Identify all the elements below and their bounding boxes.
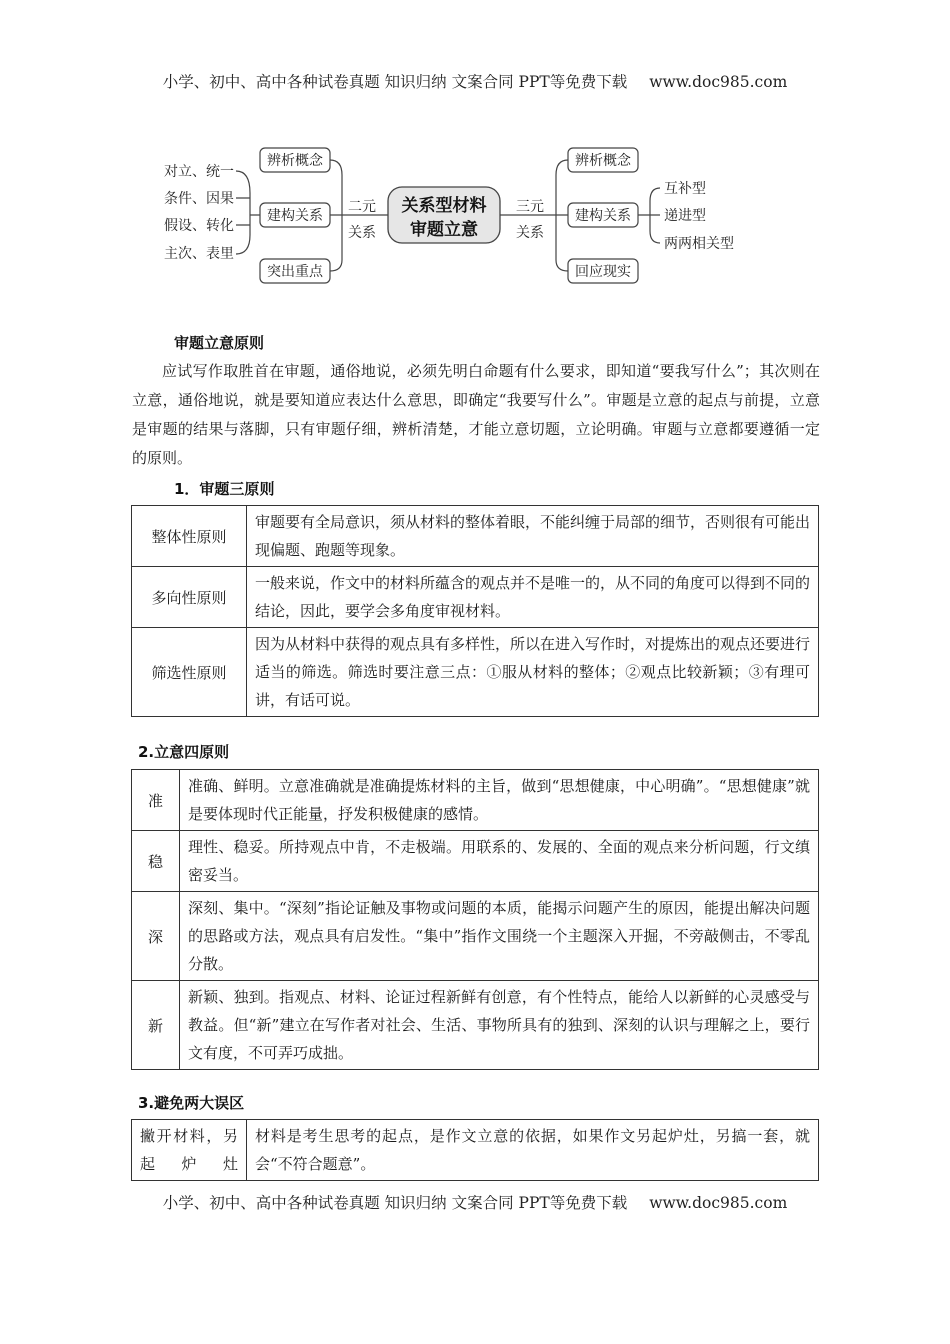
row-text: 深刻、集中。“深刻”指论证触及事物或问题的本质，能揭示问题产生的原因，能提出解决问题的思路或方法，观点具有启发性。“集中”指作文围绕一个主题深入开掘，不旁敲侧击，不零乱分散。 <box>180 892 819 981</box>
mm-center-subtitle: 审题立意 <box>410 220 478 240</box>
mm-left-node: 突出重点 <box>267 264 323 280</box>
intro-title: 审题立意原则 <box>174 334 265 352</box>
page-header <box>0 70 950 92</box>
footer-text: 小学、初中、高中各种试卷真题 知识归纳 文案合同 PPT等免费下载 <box>162 1194 628 1212</box>
mm-right-node: 辨析概念 <box>575 153 631 169</box>
row-text: 一般来说，作文中的材料所蕴含的观点并不是唯一的，从不同的角度可以得到不同的结论，因此，要学会多角度审视材料。 <box>247 567 819 628</box>
mm-left-leaf: 对立、统一 <box>164 164 234 180</box>
mm-left-leaf-brace <box>236 171 250 254</box>
row-text: 准确、鲜明。立意准确就是准确提炼材料的主旨，做到“思想健康，中心明确”。“思想健康”就是要体现时代正能量，抒发积极健康的感情。 <box>180 770 819 831</box>
row-text: 审题要有全局意识，须从材料的整体着眼，不能纠缠于局部的细节，否则很有可能出现偏题、跑题等现象。 <box>247 506 819 567</box>
section2-table <box>131 769 819 1070</box>
row-label: 新 <box>132 981 180 1070</box>
footer-site: www.doc985.com <box>649 1194 788 1212</box>
table-row <box>132 567 819 628</box>
mm-left-branch-label: 关系 <box>348 225 376 241</box>
mm-right-brace <box>550 160 568 271</box>
mm-left-node: 辨析概念 <box>267 153 323 169</box>
section3-table <box>131 1119 819 1181</box>
mm-left-leaf: 条件、因果 <box>164 191 234 207</box>
section1-title: 1．审题三原则 <box>174 480 275 498</box>
mm-right-leaf: 两两相关型 <box>664 236 734 252</box>
row-label: 整体性原则 <box>132 506 247 567</box>
section3-title: 3.避免两大误区 <box>138 1094 245 1112</box>
row-text: 材料是考生思考的起点，是作文立意的依据，如果作文另起炉灶，另搞一套，就会“不符合题意”。 <box>247 1120 819 1181</box>
page-footer <box>0 1191 950 1213</box>
table-row <box>132 981 819 1070</box>
mm-center-title: 关系型材料 <box>401 196 487 216</box>
mm-right-branch-label: 关系 <box>516 225 544 241</box>
section2-title: 2.立意四原则 <box>138 743 230 761</box>
table-row <box>132 831 819 892</box>
mm-right-leaf: 互补型 <box>664 181 706 197</box>
row-label: 深 <box>132 892 180 981</box>
mm-left-leaf: 假设、转化 <box>164 218 234 234</box>
row-label: 多向性原则 <box>132 567 247 628</box>
mm-right-branch-label: 三元 <box>516 199 544 215</box>
row-text: 理性、稳妥。所持观点中肯，不走极端。用联系的、发展的、全面的观点来分析问题，行文缜密妥当。 <box>180 831 819 892</box>
row-label: 稳 <box>132 831 180 892</box>
intro-paragraph: 应试写作取胜首在审题，通俗地说，必须先明白命题有什么要求，即知道“要我写什么”；其次则在立意，通俗地说，就是要知道应表达什么意思，即确定“我要写什么”。审题是立意的起点与前提，立意是审题的结果与落脚，只有审题仔细，辨析清楚，才能立意切题，立论明确。审题与立意都要遵循一定的原则。 <box>132 362 820 467</box>
table-row <box>132 506 819 567</box>
table-row <box>132 770 819 831</box>
mm-right-leaf: 递进型 <box>664 208 706 224</box>
header-text: 小学、初中、高中各种试卷真题 知识归纳 文案合同 PPT等免费下载 <box>162 73 628 91</box>
mm-right-node: 建构关系 <box>575 208 631 224</box>
row-label: 筛选性原则 <box>132 628 247 717</box>
mm-left-leaf-links <box>236 198 260 225</box>
table-row <box>132 628 819 717</box>
row-text: 新颖、独到。指观点、材料、论证过程新鲜有创意，有个性特点，能给人以新鲜的心灵感受与教益。但“新”建立在写作者对社会、生活、事物所具有的独到、深刻的认识与理解之上，要行文有度，不可弄巧成拙。 <box>180 981 819 1070</box>
row-label: 撇开材料，另起炉灶 <box>132 1120 247 1181</box>
row-label: 准 <box>132 770 180 831</box>
mindmap-diagram <box>150 135 770 295</box>
header-site: www.doc985.com <box>649 73 788 91</box>
mm-right-leaf-brace <box>638 188 660 243</box>
section1-table <box>131 505 819 717</box>
mm-left-leaf: 主次、表里 <box>164 246 234 262</box>
mm-left-node: 建构关系 <box>267 208 323 224</box>
mm-left-branch-label: 二元 <box>348 199 376 215</box>
table-row <box>132 1120 819 1181</box>
mm-right-node: 回应现实 <box>575 264 631 280</box>
row-text: 因为从材料中获得的观点具有多样性，所以在进入写作时，对提炼出的观点还要进行适当的筛选。筛选时要注意三点：①服从材料的整体；②观点比较新颖；③有理可讲，有话可说。 <box>247 628 819 717</box>
table-row <box>132 892 819 981</box>
